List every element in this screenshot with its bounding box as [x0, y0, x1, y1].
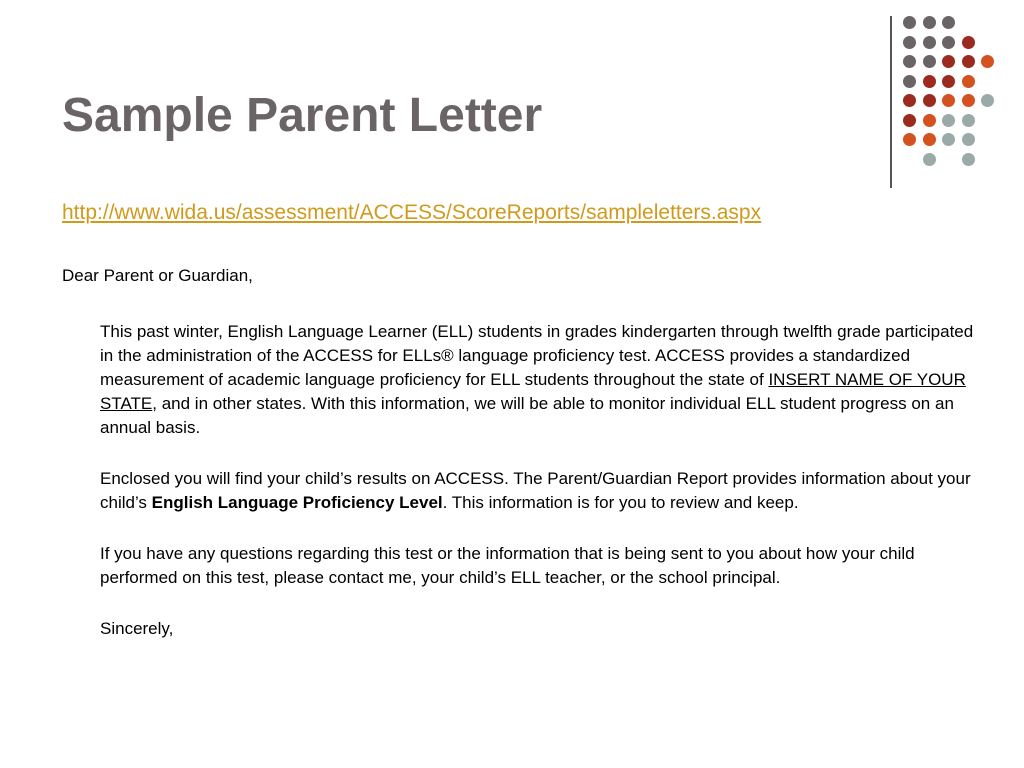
decorative-dot	[923, 114, 936, 127]
paragraph-text: . This information is for you to review and keep.	[442, 493, 799, 512]
decorative-dot	[942, 75, 955, 88]
decorative-dot	[962, 36, 975, 49]
decorative-dot	[962, 153, 975, 166]
paragraph-enclosed-report	[100, 467, 980, 515]
decorative-dot	[903, 16, 916, 29]
decorative-dot	[923, 55, 936, 68]
decorative-dot	[903, 114, 916, 127]
decorative-dot	[942, 16, 955, 29]
decorative-dot	[923, 133, 936, 146]
sample-letters-link[interactable]: http://www.wida.us/assessment/ACCESS/ScoreReports/sampleletters.aspx	[62, 201, 762, 224]
decorative-dot	[962, 133, 975, 146]
state-placeholder: INSERT NAME OF YOUR STATE	[100, 370, 966, 413]
decorative-dot	[981, 55, 994, 68]
decorative-dot	[923, 36, 936, 49]
decorative-dot	[981, 94, 994, 107]
decorative-dot	[903, 55, 916, 68]
decorative-dot	[923, 75, 936, 88]
decorative-dot	[923, 16, 936, 29]
decorative-dot	[942, 36, 955, 49]
decorative-dot	[942, 94, 955, 107]
closing: Sincerely,	[100, 619, 174, 638]
decorative-dot	[962, 55, 975, 68]
proficiency-level-term: English Language Proficiency Level	[151, 493, 443, 512]
paragraph-text: , and in other states. With this information, we will be able to monitor individual ELL student progress on an annual basis.	[100, 394, 954, 437]
decorative-dot	[903, 94, 916, 107]
decorative-dot	[903, 133, 916, 146]
decorative-dot	[903, 36, 916, 49]
salutation: Dear Parent or Guardian,	[62, 266, 253, 285]
decorative-dot	[942, 55, 955, 68]
decorative-dot	[923, 153, 936, 166]
decorative-dot	[962, 114, 975, 127]
decorative-dot	[942, 133, 955, 146]
paragraph-questions-contact: If you have any questions regarding this test or the information that is being sent to you about how your child performed on this test, please contact me, your child’s ELL teacher, or the school principal.	[100, 544, 915, 587]
slide-title: Sample Parent Letter	[62, 89, 543, 142]
decorative-dot	[903, 75, 916, 88]
decorative-divider	[890, 16, 892, 188]
paragraph-text: This past winter, English Language Learner (ELL) students in grades kindergarten through twelfth grade participated in the administration of the ACCESS for ELLs® language proficiency test. ACCESS provides a standardized measurement of academic language proficiency for ELL students throughout the state of	[100, 322, 974, 389]
paragraph-results-intro	[100, 320, 980, 440]
decorative-dot	[942, 114, 955, 127]
letter-body	[100, 320, 980, 668]
paragraph-text: Enclosed you will find your child’s results on ACCESS. The Parent/Guardian Report provides information about your child’s	[100, 469, 971, 512]
decorative-dot	[923, 94, 936, 107]
decorative-dot	[962, 94, 975, 107]
decorative-dot	[962, 75, 975, 88]
